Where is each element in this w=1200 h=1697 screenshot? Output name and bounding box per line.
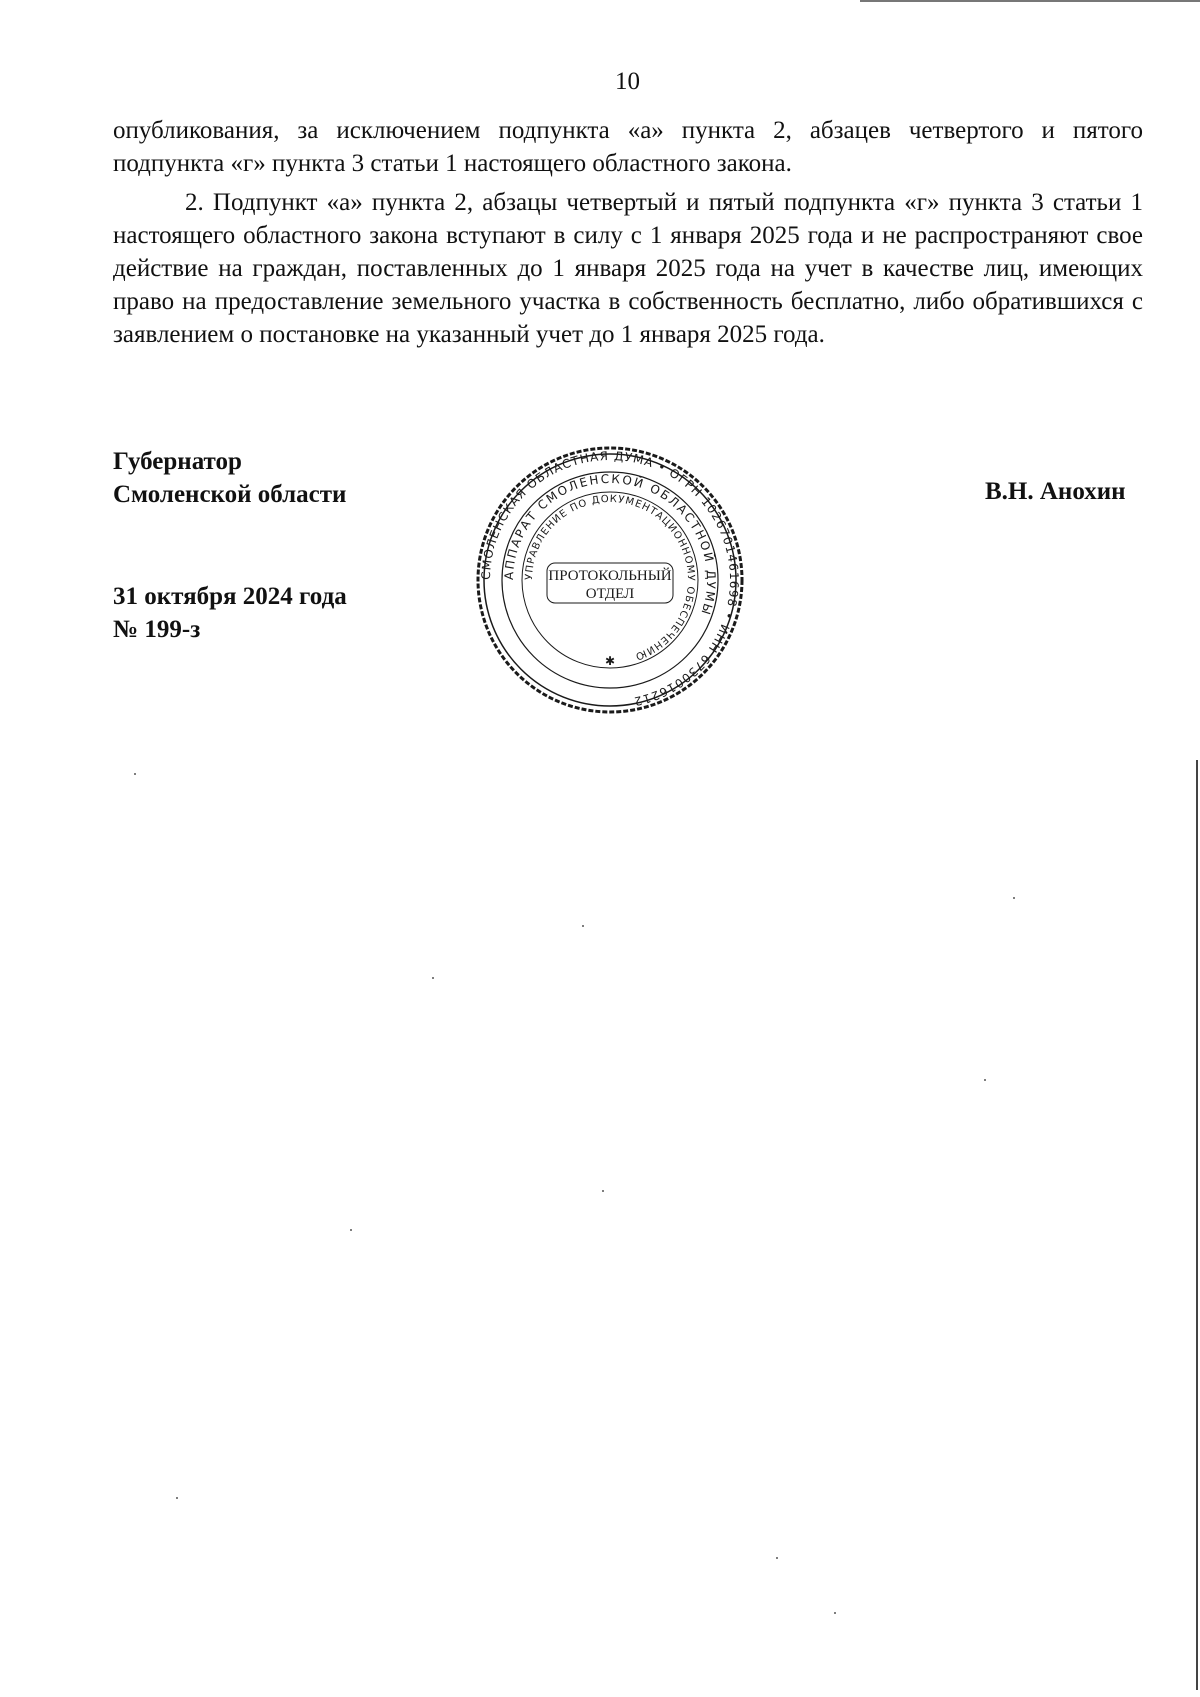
- scan-speck: [176, 1497, 178, 1499]
- scan-speck: [984, 1079, 986, 1081]
- scan-speck: [1013, 897, 1015, 899]
- scan-speck: [582, 925, 584, 927]
- scan-speck: [776, 1557, 778, 1559]
- scan-speck: [134, 773, 136, 775]
- scan-edge-top: [860, 0, 1200, 2]
- scan-speck: [350, 1229, 352, 1231]
- body-text: [113, 114, 1143, 351]
- signatory-title: [113, 445, 346, 511]
- seal-inner-textpath: УПРАВЛЕНИЕ ПО ДОКУМЕНТАЦИОННОМУ ОБЕСПЕЧЕНИЮ: [523, 493, 697, 662]
- seal-outer-textpath: СМОЛЕНСКАЯ ОБЛАСТНАЯ ДУМА • ОГРН 1026701461698 • ИНН 6730016212: [478, 448, 742, 709]
- seal-star-icon: ✱: [604, 654, 616, 668]
- law-number: № 199-з: [113, 616, 201, 643]
- page-number: 10: [615, 68, 640, 95]
- signatory-title-line2: Смоленской области: [113, 481, 347, 508]
- scan-speck: [432, 977, 434, 979]
- seal-center-line2: ОТДЕЛ: [585, 586, 635, 602]
- scan-edge-right: [1196, 760, 1198, 1690]
- paragraph-2: 2. Подпункт «а» пункта 2, абзацы четвертый и пятый подпункта «г» пункта 3 статьи 1 настоящего областного закона вступают в силу с 1 января 2025 года и не распространяют свое действие на граждан, поставленных до 1 января 2025 года на учет в качестве лиц, имеющих право на предоставление земельного участка в собственность бесплатно, либо обратившихся с заявлением о постановке на указанный учет до 1 января 2025 года.: [113, 189, 1143, 348]
- paragraph-continuation: опубликования, за исключением подпункта «а» пункта 2, абзацев четвертого и пятого подпункта «г» пункта 3 статьи 1 настоящего областного закона.: [113, 117, 1143, 177]
- scan-speck: [602, 1190, 604, 1192]
- signatory-name: В.Н. Анохин: [985, 478, 1126, 505]
- scan-speck: [834, 1612, 836, 1614]
- official-seal: [475, 445, 745, 715]
- law-date-number: [113, 580, 347, 646]
- seal-center-line1: ПРОТОКОЛЬНЫЙ: [548, 568, 672, 584]
- law-date: 31 октября 2024 года: [113, 583, 347, 610]
- seal-middle-textpath: АППАРАТ СМОЛЕНСКОЙ ОБЛАСТНОЙ ДУМЫ: [501, 471, 719, 618]
- signatory-title-line1: Губернатор: [113, 448, 242, 475]
